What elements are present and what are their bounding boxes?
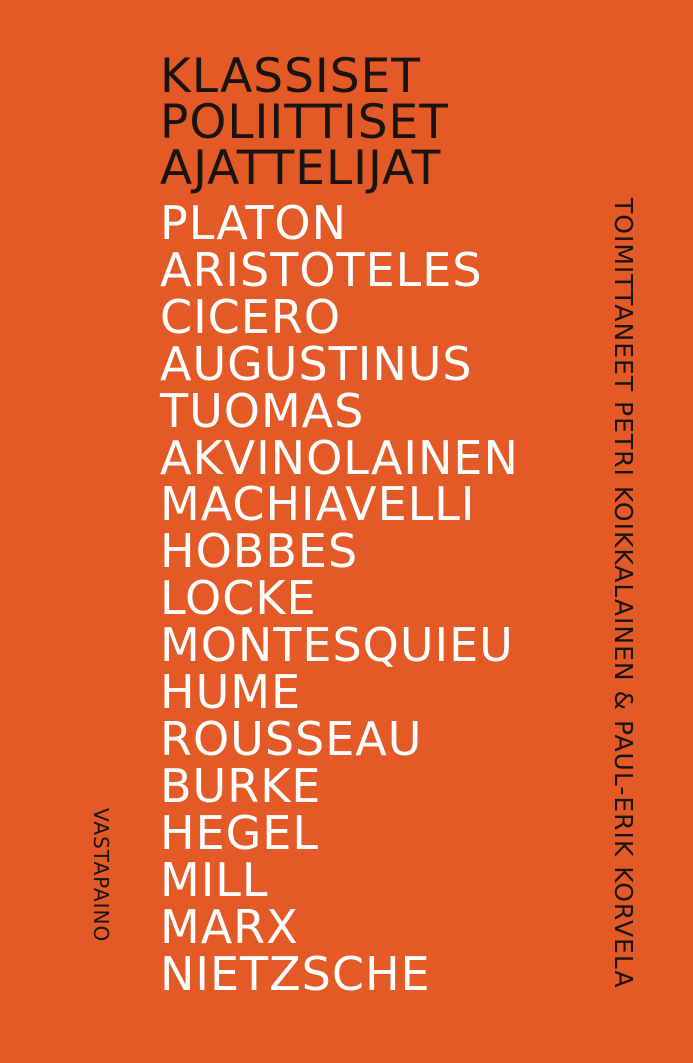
publisher-name: VASTAPAINO (89, 808, 113, 943)
thinker-name: TUOMAS (160, 383, 365, 438)
thinker-name: AUGUSTINUS (160, 336, 473, 391)
editors-text: TOIMITTANEET PETRI KOIKKALAINEN & PAUL-ERIK KORVELA (609, 198, 638, 989)
thinker-name: MONTESQUIEU (160, 618, 514, 673)
thinker-name: HEGEL (160, 805, 319, 860)
thinker-name: MACHIAVELLI (160, 477, 476, 532)
thinker-name: CICERO (160, 289, 342, 344)
thinker-name: PLATON (160, 196, 348, 250)
editors-credit (609, 198, 638, 989)
thinker-name: HOBBES (160, 524, 359, 579)
title-line-2: POLIITTISET (160, 95, 449, 150)
title-line-3: AJATTELIJAT (160, 141, 442, 196)
thinker-name: MILL (160, 852, 269, 907)
thinker-name: BURKE (160, 758, 322, 813)
publisher-imprint (89, 808, 113, 943)
thinker-name: ARISTOTELES (160, 242, 483, 297)
thinker-name: HUME (160, 665, 302, 720)
thinker-name: NIETZSCHE (160, 946, 431, 1001)
book-title (160, 49, 580, 196)
title-line-1: KLASSISET (160, 49, 422, 104)
thinker-name: MARX (160, 899, 299, 954)
thinker-name: AKVINOLAINEN (160, 430, 519, 485)
thinker-name: ROUSSEAU (160, 711, 423, 766)
thinker-list (160, 196, 600, 1001)
thinker-name: LOCKE (160, 571, 317, 626)
